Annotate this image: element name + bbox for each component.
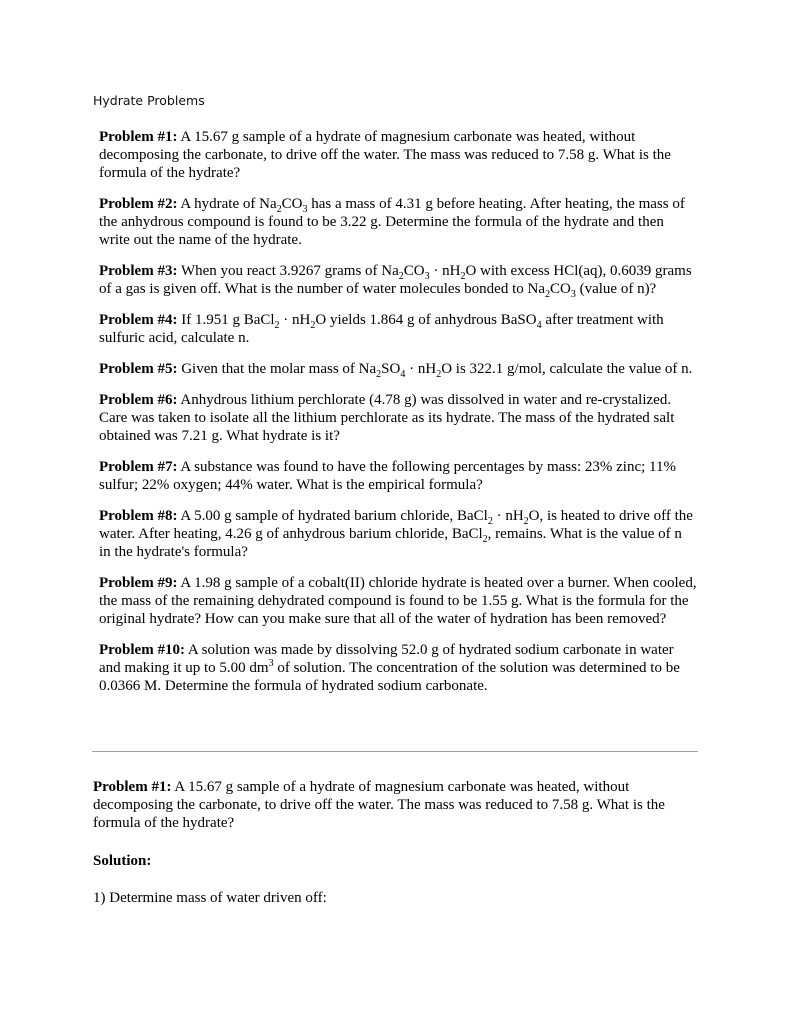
subscript: 2 — [460, 271, 466, 282]
problem-item — [99, 574, 699, 628]
problem-text: O yields 1.864 g of anhydrous BaSO — [315, 312, 537, 328]
problem-text: (value of n)? — [575, 281, 657, 297]
problem-text: CO — [281, 196, 303, 212]
problem-item — [99, 311, 699, 347]
subscript: 2 — [276, 204, 282, 215]
subscript: 2 — [545, 289, 550, 300]
problem-item — [99, 360, 699, 378]
problem-text: A hydrate of Na — [177, 196, 277, 212]
superscript: 3 — [268, 658, 274, 669]
problem-item — [99, 458, 699, 494]
problem-text: When you react 3.9267 grams of Na — [177, 263, 399, 279]
document-title: Hydrate Problems — [93, 93, 205, 108]
problem-label: Problem #6: — [99, 392, 178, 408]
problem-label: Problem #10: — [99, 642, 185, 658]
subscript: 4 — [536, 320, 542, 331]
horizontal-divider — [92, 751, 698, 752]
problem-text: O with excess HCl(aq), 0.6039 grams of a gas is given off. What is the number of water molecules bonded to Na — [99, 263, 692, 297]
problem-list — [99, 128, 699, 708]
problem-item — [99, 641, 699, 695]
problem-text: · nH — [279, 312, 311, 328]
problem-label: Problem #7: — [99, 459, 178, 475]
problem-label: Problem #4: — [99, 312, 178, 328]
problem-text: O, is heated to drive off the water. After heating, 4.26 g of anhydrous barium chloride, BaCl — [99, 508, 693, 542]
problem-text: A 15.67 g sample of a hydrate of magnesium carbonate was heated, without decomposing the carbonate, to drive off the water. The mass was reduced to 7.58 g. What is the formula of the hydrate? — [99, 129, 671, 181]
problem-label: Problem #1: — [99, 129, 178, 145]
solution-problem-text: A 15.67 g sample of a hydrate of magnesium carbonate was heated, without decomposing the carbonate, to drive off the water. The mass was reduced to 7.58 g. What is the formula of the hydrate? — [93, 779, 665, 831]
problem-text: · nH — [429, 263, 461, 279]
subscript: 3 — [424, 271, 430, 282]
problem-text: A 5.00 g sample of hydrated barium chloride, BaCl — [177, 508, 488, 524]
problem-text: after treatment with sulfuric acid, calculate n. — [99, 312, 664, 346]
problem-text: , remains. What is the value of n in the hydrate's formula? — [99, 526, 682, 560]
solution-problem-label: Problem #1: — [93, 779, 172, 795]
solution-section — [93, 778, 668, 907]
subscript: 4 — [400, 369, 406, 380]
subscript: 2 — [376, 369, 382, 380]
problem-text: If 1.951 g BaCl — [177, 312, 275, 328]
problem-item — [99, 507, 699, 561]
problem-label: Problem #9: — [99, 575, 178, 591]
problem-label: Problem #5: — [99, 361, 178, 377]
problem-text: Anhydrous lithium perchlorate (4.78 g) was dissolved in water and re-crystalized. Care was taken to isolate all the lithium perchlorate as its hydrate. The mass of the hydrated salt obtained was 7.21 g. What hydrate is it? — [99, 392, 675, 444]
subscript: 3 — [570, 289, 576, 300]
subscript: 2 — [274, 320, 280, 331]
subscript: 2 — [310, 320, 316, 331]
problem-item — [99, 195, 699, 249]
problem-text: CO — [403, 263, 425, 279]
solution-heading: Solution: — [93, 853, 152, 869]
problem-text: Given that the molar mass of Na — [177, 361, 377, 377]
problem-label: Problem #8: — [99, 508, 178, 524]
subscript: 3 — [302, 204, 308, 215]
subscript: 2 — [523, 516, 529, 527]
problem-item — [99, 262, 699, 298]
problem-text: has a mass of 4.31 g before heating. After heating, the mass of the anhydrous compound is found to be 3.22 g. Determine the formula of the hydrate and then write out the name of the hydrate. — [99, 196, 685, 248]
subscript: 2 — [482, 534, 488, 545]
subscript: 2 — [436, 369, 442, 380]
problem-text: CO — [550, 281, 571, 297]
problem-text: · nH — [405, 361, 437, 377]
problem-text: · nH — [492, 508, 524, 524]
problem-item — [99, 128, 699, 182]
subscript: 2 — [398, 271, 404, 282]
problem-text: of solution. The concentration of the solution was determined to be 0.0366 M. Determine the formula of hydrated sodium carbonate. — [99, 660, 680, 694]
subscript: 2 — [487, 516, 493, 527]
problem-text: O is 322.1 g/mol, calculate the value of n. — [441, 361, 693, 377]
solution-problem-statement — [93, 778, 668, 832]
problem-text: A 1.98 g sample of a cobalt(II) chloride hydrate is heated over a burner. When cooled, the mass of the remaining dehydrated compound is found to be 1.55 g. What is the formula for the original hydrate? How can you make sure that all of the water of hydration has been removed? — [99, 575, 697, 627]
problem-label: Problem #2: — [99, 196, 178, 212]
problem-text: A substance was found to have the following percentages by mass: 23% zinc; 11% sulfur; 22% oxygen; 44% water. What is the empirical formula? — [99, 459, 676, 493]
problem-item — [99, 391, 699, 445]
problem-text: SO — [381, 361, 401, 377]
problem-label: Problem #3: — [99, 263, 178, 279]
solution-step-1: 1) Determine mass of water driven off: — [93, 890, 327, 906]
problem-text: A solution was made by dissolving 52.0 g of hydrated sodium carbonate in water and making it up to 5.00 dm — [99, 642, 674, 676]
